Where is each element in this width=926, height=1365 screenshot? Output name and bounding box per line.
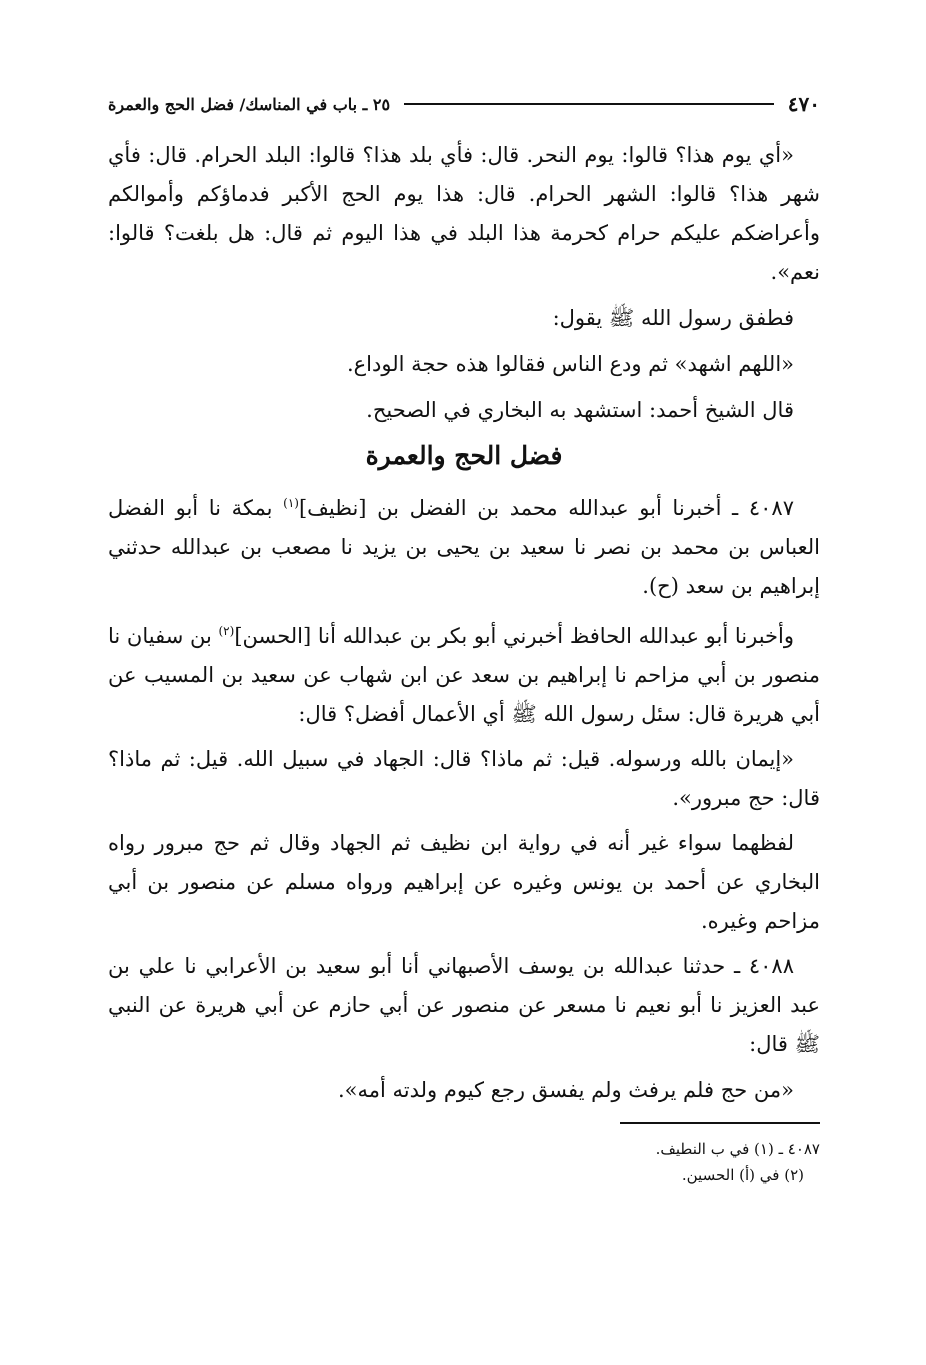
footnote: ٤٠٨٧ ـ (١) في ب النطيف. [655,1140,820,1158]
paragraph: فطفق رسول الله ﷺ يقول: [552,306,794,330]
chain-paragraph [108,612,820,734]
paragraph: «أي يوم هذا؟ قالوا: يوم النحر. قال: فأي بلد هذا؟ قالوا: البلد الحرام. قال: فأي شهر هذا؟ قالوا: الشهر الحرام. قال: هذا يوم الحج الأكبر فدماؤكم وأموالكم وأعراضكم عليكم حرام كحرمة هذا البلد في هذا اليوم ثم قال: هل بلغت؟ قالوا: نعم». [108,143,820,284]
hadith-4087 [108,484,820,606]
running-title: ٢٥ ـ باب في المناسك/ فضل الحج والعمرة [108,94,391,114]
note-paragraph: لفظهما سواء غير أنه في رواية ابن نظيف ثم الجهاد وقال ثم حج مبرور رواه البخاري عن أحمد بن يونس وغيره عن إبراهيم ورواه مسلم عن منصور بن أبي مزاحم وغيره. [108,831,820,933]
footnote-marker: (٢) [218,624,235,638]
hadith-4088: ٤٠٨٨ ـ حدثنا عبدالله بن يوسف الأصبهاني أنا أبو سعيد بن الأعرابي نا علي بن عبد العزيز نا أبو نعيم نا مسعر عن منصور عن أبي حازم عن أبي هريرة عن النبي ﷺ قال: [108,954,820,1056]
quote-iman: «إيمان بالله ورسوله. قيل: ثم ماذا؟ قال: الجهاد في سبيل الله. قيل: ثم ماذا؟ قال: حج مبرور». [108,747,820,810]
paragraph: قال الشيخ أحمد: استشهد به البخاري في الصحيح. [366,398,794,422]
hadith-text: بمكة نا أبو الفضل العباس بن محمد بن نصر نا سعيد بن يحيى بن يزيد نا مصعب بن عبدالله حدثني إبراهيم بن سعد (ح). [108,496,820,598]
footnote-marker: (١) [283,496,299,510]
section-heading: فضل الحج والعمرة [365,441,563,470]
page-header [108,84,820,124]
footnote: (٢) في (أ) الحسين. [681,1166,804,1184]
footnote-divider [620,1122,820,1124]
book-page [108,84,820,1188]
hadith-text: ٤٠٨٧ ـ أخبرنا أبو عبدالله محمد بن الفضل بن [نظيف] [298,496,794,520]
chain-text: وأخبرنا أبو عبدالله الحافظ أخبرني أبو بكر بن عبدالله أنا [الحسن] [234,624,794,648]
page-number: ٤٧٠ [787,92,820,116]
header-rule [404,103,774,105]
chain-text: بن سفيان نا منصور بن أبي مزاحم نا إبراهيم بن سعد عن ابن شهاب عن سعيد بن المسيب عن أبي هريرة قال: سئل رسول الله ﷺ أي الأعمال أفضل؟ قال: [108,624,820,726]
quote-hajj: «من حج فلم يرفث ولم يفسق رجع كيوم ولدته أمه». [337,1078,794,1102]
paragraph: «اللهم اشهد» ثم ودع الناس فقالوا هذه حجة الوداع. [346,352,794,376]
